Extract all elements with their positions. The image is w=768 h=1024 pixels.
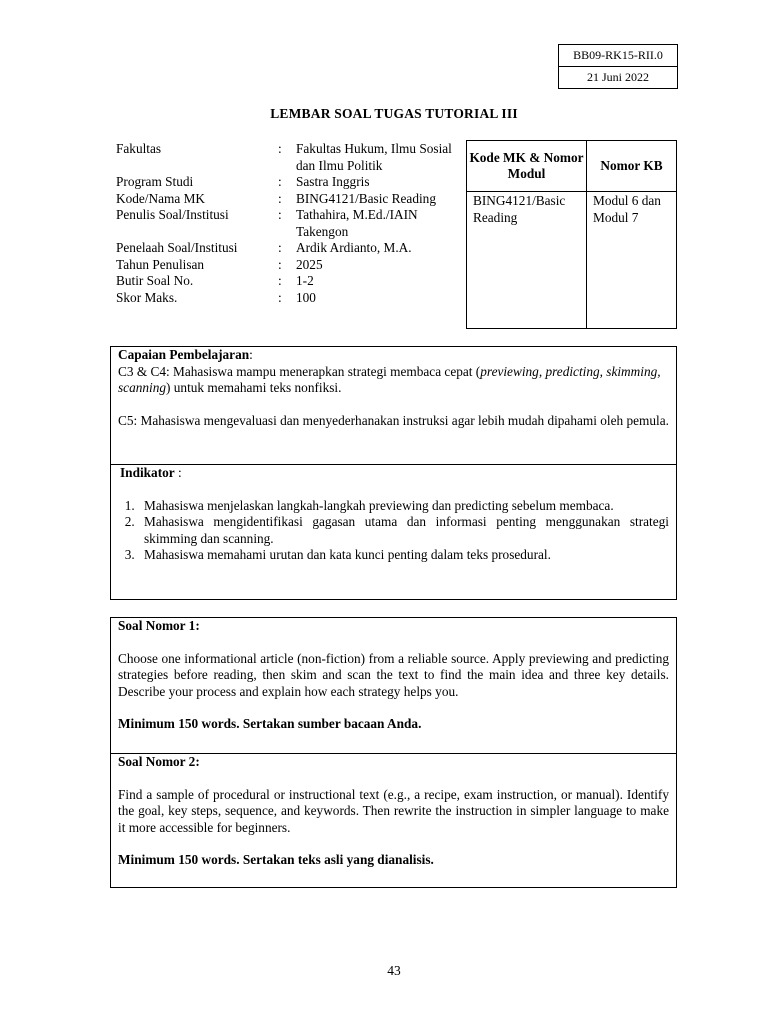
meta-colon: : <box>278 256 282 272</box>
meta-label: Fakultas <box>116 141 162 156</box>
meta-row <box>116 290 456 307</box>
meta-label: Tahun Penulisan <box>116 256 205 272</box>
meta-row <box>116 141 456 174</box>
question-1-note: Minimum 150 words. Sertakan sumber bacaan Anda. <box>118 716 422 731</box>
question-1-body: Choose one informational article (non-fiction) from a reliable source. Apply previewing and predicting strategies before reading, then skim and scan the text to find the main idea and three key details. Describe your process and explain how each strategy helps you. <box>118 650 669 699</box>
c3c4-strategies: previewing, predicting, skimming, scanning <box>118 363 661 395</box>
question-1 <box>111 618 676 754</box>
meta-value: 1-2 <box>296 273 314 288</box>
course-info-table <box>116 141 456 306</box>
indikator-item: 3. Mahasiswa memahami urutan dan kata kunci penting dalam teks prosedural. <box>138 547 669 564</box>
document-date: 21 Juni 2022 <box>559 66 677 88</box>
questions-box <box>110 617 677 888</box>
capaian-colon: : <box>249 347 253 362</box>
meta-colon: : <box>278 141 282 156</box>
meta-colon: : <box>278 174 282 189</box>
meta-row <box>116 273 456 290</box>
document-code: BB09-RK15-RII.0 <box>573 48 663 62</box>
meta-value: 100 <box>296 289 316 305</box>
c3c4-text-end: ) untuk memahami teks nonfiksi. <box>166 380 342 395</box>
meta-row <box>116 191 456 208</box>
meta-colon: : <box>278 207 282 222</box>
meta-label: Skor Maks. <box>116 289 178 305</box>
course-code-value: BING4121/Basic Reading <box>467 192 587 328</box>
meta-colon: : <box>278 190 282 206</box>
meta-value: 2025 <box>296 256 323 272</box>
meta-label: Penulis Soal/Institusi <box>116 207 229 222</box>
capaian-section <box>111 347 676 465</box>
indikator-label: Indikator <box>120 465 175 480</box>
meta-value: Fakultas Hukum, Ilmu Sosial dan Ilmu Politik <box>296 141 452 173</box>
meta-label: Kode/Nama MK <box>116 190 205 206</box>
question-2-label: Soal Nomor 2: <box>118 754 200 769</box>
meta-row <box>116 207 456 240</box>
question-1-label: Soal Nomor 1: <box>118 618 200 633</box>
capaian-label: Capaian Pembelajaran <box>118 347 250 362</box>
question-2-body: Find a sample of procedural or instructional text (e.g., a recipe, exam instruction, or manual). Identify the goal, key steps, sequence, and keywords. Then rewrite the instruction in simpler language to make it more accessible for beginners. <box>118 786 669 835</box>
capaian-c5: C5: Mahasiswa mengevaluasi dan menyederhanakan instruksi agar lebih mudah dipahami oleh pemula. <box>118 412 669 428</box>
meta-row <box>116 174 456 191</box>
c3c4-text: C3 & C4: Mahasiswa mampu menerapkan strategi membaca cepat ( <box>118 363 481 379</box>
question-2-note: Minimum 150 words. Sertakan teks asli yang dianalisis. <box>118 852 434 867</box>
meta-colon: : <box>278 289 282 305</box>
meta-value: Tathahira, M.Ed./IAIN Takengon <box>296 207 418 239</box>
header-kb-number: Nomor KB <box>587 141 676 192</box>
page-title: LEMBAR SOAL TUGAS TUTORIAL III <box>270 106 518 121</box>
meta-label: Penelaah Soal/Institusi <box>116 240 238 255</box>
indikator-section <box>111 465 676 564</box>
page-number: 43 <box>387 963 401 978</box>
meta-value: Sastra Inggris <box>296 174 370 189</box>
indikator-colon: : <box>174 465 182 480</box>
meta-label: Butir Soal No. <box>116 273 194 288</box>
meta-value: Ardik Ardianto, M.A. <box>296 240 412 255</box>
indikator-item: 2. Mahasiswa mengidentifikasi gagasan utama dan informasi penting menggunakan strategi skimming dan scanning. <box>138 514 669 547</box>
indikator-list <box>118 498 669 564</box>
meta-colon: : <box>278 273 282 288</box>
learning-outcomes-box <box>110 346 677 600</box>
meta-value: BING4121/Basic Reading <box>296 190 436 206</box>
meta-label: Program Studi <box>116 174 194 189</box>
kb-number-value: Modul 6 dan Modul 7 <box>593 193 661 225</box>
capaian-c3c4 <box>118 364 669 397</box>
indikator-item: 1. Mahasiswa menjelaskan langkah-langkah previewing dan predicting sebelum membaca. <box>138 498 669 515</box>
meta-colon: : <box>278 240 282 255</box>
question-2 <box>111 754 676 869</box>
document-code-box <box>558 44 678 89</box>
header-course-code: Kode MK & Nomor Modul <box>467 141 587 192</box>
module-kb-table <box>466 140 677 329</box>
meta-row <box>116 257 456 274</box>
meta-row <box>116 240 456 257</box>
